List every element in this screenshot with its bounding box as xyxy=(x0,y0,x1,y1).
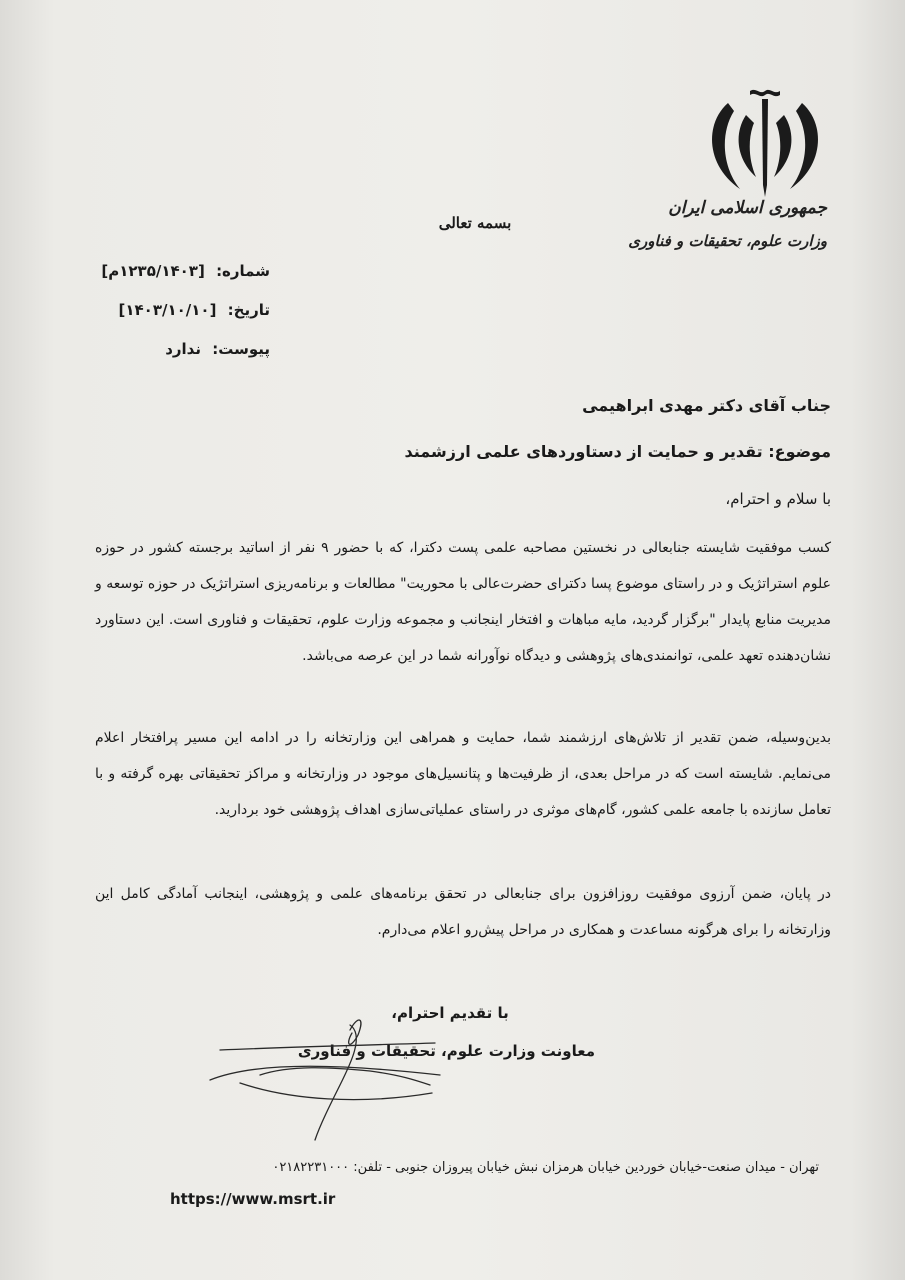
letter-number xyxy=(80,262,270,280)
letter-attachment-label: پیوست: xyxy=(212,340,270,358)
body-paragraph-3: در پایان، ضمن آرزوی موفقیت روزافزون برای جنابعالی در تحقق برنامه‌های علمی و پژوهشی، اینجانب آمادگی کامل این وزارتخانه را برای هرگونه مساعدت و همکاری در مراحل پیش‌رو اعلام می‌دارم. xyxy=(95,886,831,938)
letter-attachment-value: ندارد xyxy=(165,340,201,358)
iran-emblem-icon xyxy=(700,85,830,205)
letter-attachment xyxy=(80,340,270,358)
closing-phrase: با تقدیم احترام، xyxy=(391,1004,509,1022)
ministry-name-line2: وزارت علوم، تحقیقات و فناوری xyxy=(628,232,827,250)
addressee: جناب آقای دکتر مهدی ابراهیمی xyxy=(582,396,831,415)
signature-scribble xyxy=(200,1005,460,1145)
body-paragraph-1: کسب موفقیت شایسته جنابعالی در نخستین مصاحبه علمی پست دکترا، که با حضور ۹ نفر از اساتید برجسته کشور در حوزه علوم استراتژیک و در راستای موضوع پسا دکترای حضرت‌عالی با محوریت" مطالعات و برنامه‌ریزی استراتژیک در حوزه توسعه و مدیریت منابع پایدار "برگزار گردید، مایه مباهات و افتخار اینجانب و مجموعه وزارت علوم، تحقیقات و فناوری است. این دستاورد نشان‌دهنده تعهد علمی، توانمندی‌های پژوهشی و دیدگاه نوآورانه شما در این عرصه می‌باشد. xyxy=(95,540,832,664)
footer-address: تهران - میدان صنعت-خیابان خوردین خیابان هرمزان نبش خیابان پیروزان جنوبی - تلفن: ۰۲۱۸۲۲۳۱۰۰۰ xyxy=(272,1160,819,1175)
letter-number-label: شماره: xyxy=(216,262,270,280)
signer-title: معاونت وزارت علوم، تحقیقات و فناوری xyxy=(297,1042,595,1060)
letter-date xyxy=(80,301,270,319)
salutation: با سلام و احترام، xyxy=(725,490,831,508)
letter-date-value: [۱۴۰۳/۱۰/۱۰] xyxy=(118,301,217,319)
body-paragraph-2: بدین‌وسیله، ضمن تقدیر از تلاش‌های ارزشمند شما، حمایت و همراهی این وزارتخانه را در ادامه این مسیر پرافتخار اعلام می‌نمایم. شایسته است که در مراحل بعدی، از ظرفیت‌ها و پتانسیل‌های موجود در وزارتخانه و مراکز تحقیقاتی بهره گرفته و با تعامل سازنده با جامعه علمی کشور، گام‌های موثری در راستای عملیاتی‌سازی اهداف پژوهشی خود بردارید. xyxy=(95,730,831,818)
ministry-name-line1: جمهوری اسلامی ایران xyxy=(668,198,827,218)
letter-number-value: [۱۲۳۵/۱۴۰۳م] xyxy=(101,262,205,280)
letter-date-label: تاریخ: xyxy=(227,301,270,319)
subject-line: موضوع: تقدیر و حمایت از دستاوردهای علمی ارزشمند xyxy=(404,442,831,461)
footer-website-link[interactable]: https://www.msrt.ir xyxy=(170,1190,336,1208)
basmala-heading: بسمه تعالی xyxy=(438,214,512,232)
